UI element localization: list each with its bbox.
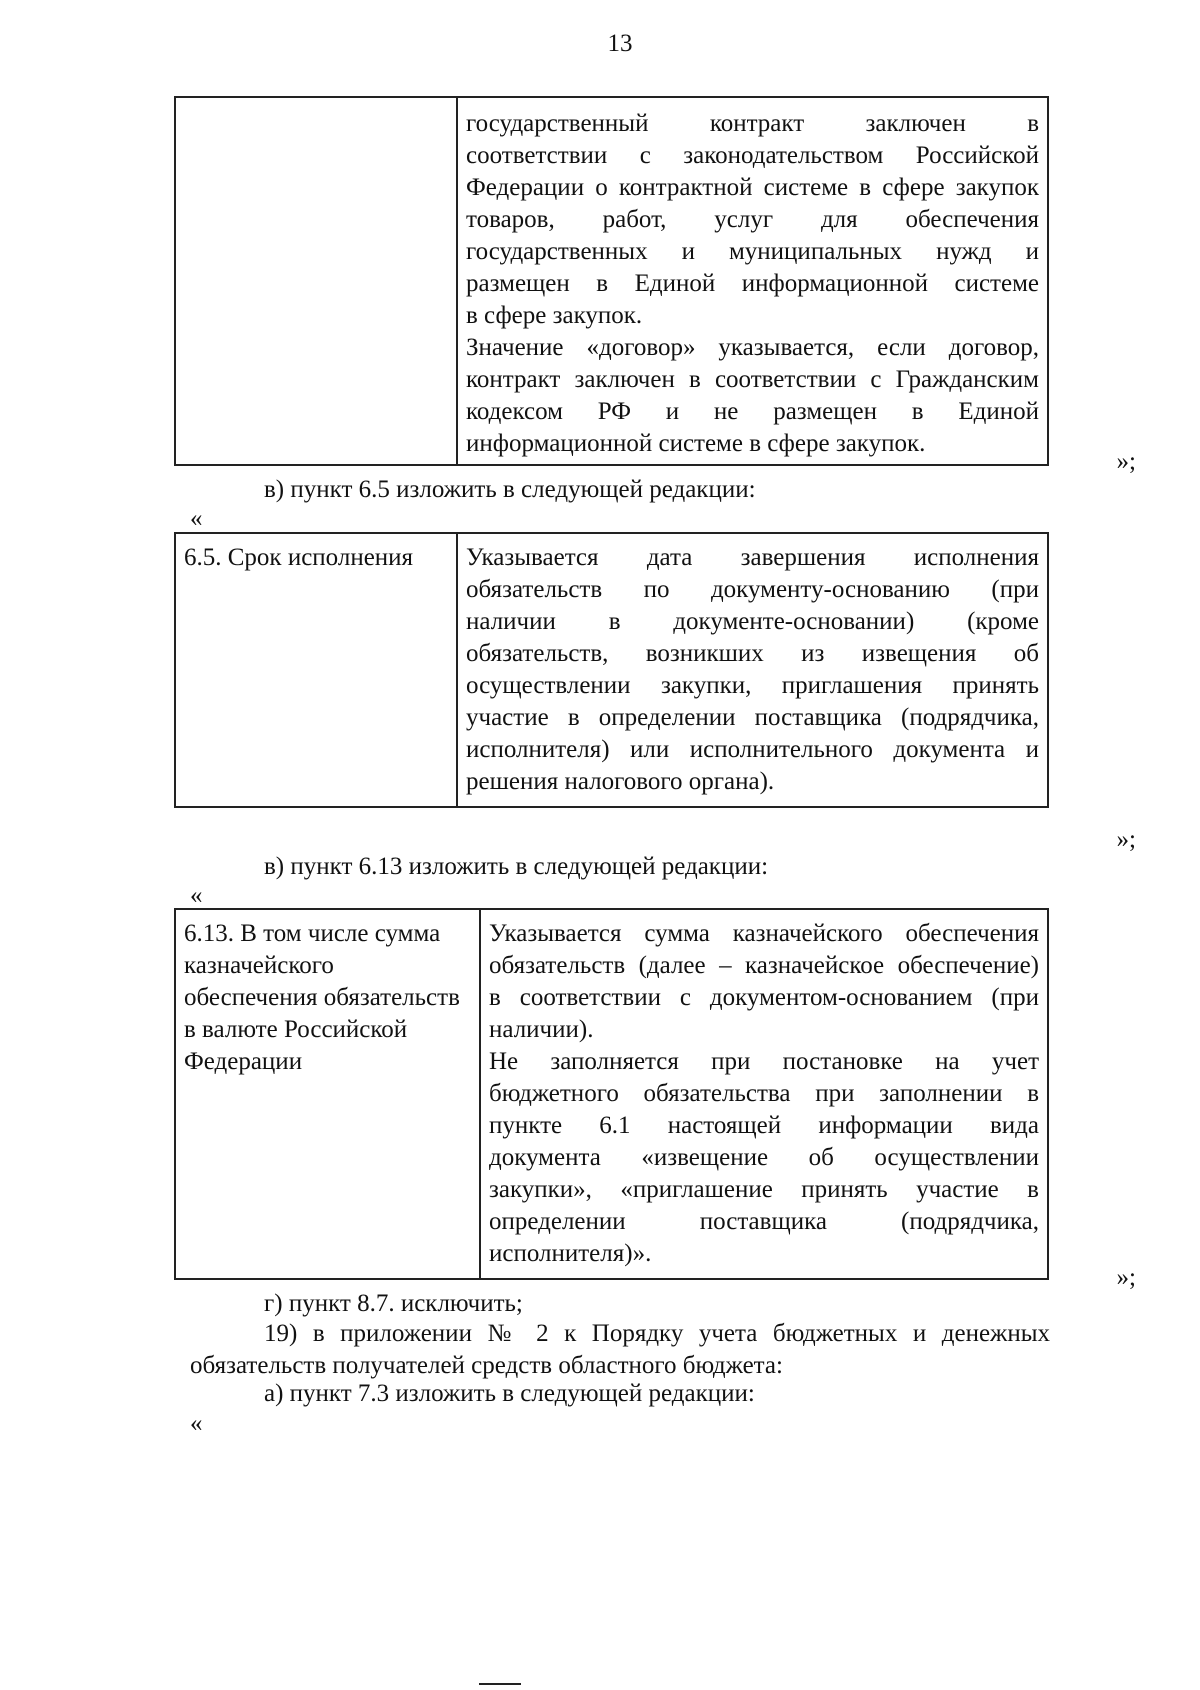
closing-quote: »; xyxy=(1116,448,1136,475)
text-line: в соответствии с документом-основанием (при xyxy=(489,984,1039,1011)
text-line: 19) в приложении № 2 к Порядку учета бюджетных и денежных xyxy=(264,1320,1050,1347)
text-line: исполнителя) или исполнительного документа и xyxy=(466,736,1039,763)
table-cell-field-name xyxy=(175,533,457,807)
table-cell-description xyxy=(480,909,1048,1279)
text-line: обязательств получателей средств областного бюджета: xyxy=(190,1352,783,1379)
text-line: товаров, работ, услуг для обеспечения xyxy=(466,206,1039,233)
page-number: 13 xyxy=(607,30,633,57)
text-line: исполнителя)». xyxy=(489,1240,652,1267)
table-item-6-13 xyxy=(174,908,1049,1280)
closing-quote: »; xyxy=(1116,826,1136,853)
text-line: соответствии с законодательством Российской xyxy=(466,142,1039,169)
text-line: документа «извещение об осуществлении xyxy=(489,1144,1039,1171)
table-item-6-5 xyxy=(174,532,1049,808)
opening-quote: « xyxy=(190,1410,203,1437)
text-line: информационной системе в сфере закупок. xyxy=(466,430,926,457)
text-line: государственный контракт заключен в xyxy=(466,110,1039,137)
paragraph-item-v: в) пункт 6.13 изложить в следующей редакции: xyxy=(264,853,769,880)
text-line: определении поставщика (подрядчика, xyxy=(489,1208,1039,1235)
text-line: размещен в Единой информационной системе xyxy=(466,270,1039,297)
text-line: Значение «договор» указывается, если договор, xyxy=(466,334,1039,361)
text-line: обязательств, возникших из извещения об xyxy=(466,640,1039,667)
table-continuation xyxy=(174,96,1049,466)
text-line: 6.13. В том числе сумма xyxy=(184,920,441,947)
text-line: обеспечения обязательств xyxy=(184,984,460,1011)
text-line: наличии). xyxy=(489,1016,594,1043)
text-line: казначейского xyxy=(184,952,334,979)
text-line: кодексом РФ и не размещен в Единой xyxy=(466,398,1039,425)
page-footer-mark xyxy=(479,1683,521,1685)
paragraph-item-v: в) пункт 6.5 изложить в следующей редакции: xyxy=(264,476,756,503)
text-line: Федерации о контрактной системе в сфере закупок xyxy=(466,174,1039,201)
table-cell-description xyxy=(457,97,1048,465)
table-cell-field-name xyxy=(175,909,480,1279)
text-line: участие в определении поставщика (подрядчика, xyxy=(466,704,1039,731)
field-name: 6.5. Срок исполнения xyxy=(184,544,414,571)
paragraph-item-g: г) пункт 8.7. исключить; xyxy=(264,1290,523,1317)
text-line: пункте 6.1 настоящей информации вида xyxy=(489,1112,1039,1139)
text-line: обязательств по документу-основанию (при xyxy=(466,576,1039,603)
text-line: Указывается сумма казначейского обеспечения xyxy=(489,920,1039,947)
opening-quote: « xyxy=(190,505,203,532)
text-line: государственных и муниципальных нужд и xyxy=(466,238,1039,265)
text-line: Указывается дата завершения исполнения xyxy=(466,544,1039,571)
paragraph-item-19 xyxy=(190,1318,1050,1382)
text-line: контракт заключен в соответствии с Гражданским xyxy=(466,366,1039,393)
text-line: осуществлении закупки, приглашения принять xyxy=(466,672,1039,699)
text-line: наличии в документе-основании) (кроме xyxy=(466,608,1039,635)
table-cell-description xyxy=(457,533,1048,807)
text-line: Не заполняется при постановке на учет xyxy=(489,1048,1039,1075)
text-line: закупки», «приглашение принять участие в xyxy=(489,1176,1039,1203)
text-line: решения налогового органа). xyxy=(466,768,775,795)
text-line: в валюте Российской xyxy=(184,1016,408,1043)
opening-quote: « xyxy=(190,882,203,909)
closing-quote: »; xyxy=(1116,1264,1136,1291)
table-cell-empty xyxy=(175,97,457,465)
paragraph-item-a: а) пункт 7.3 изложить в следующей редакции: xyxy=(264,1380,755,1407)
text-line: бюджетного обязательства при заполнении в xyxy=(489,1080,1039,1107)
text-line: обязательств (далее – казначейское обеспечение) xyxy=(489,952,1039,979)
text-line: Федерации xyxy=(184,1048,303,1075)
text-line: в сфере закупок. xyxy=(466,302,643,329)
